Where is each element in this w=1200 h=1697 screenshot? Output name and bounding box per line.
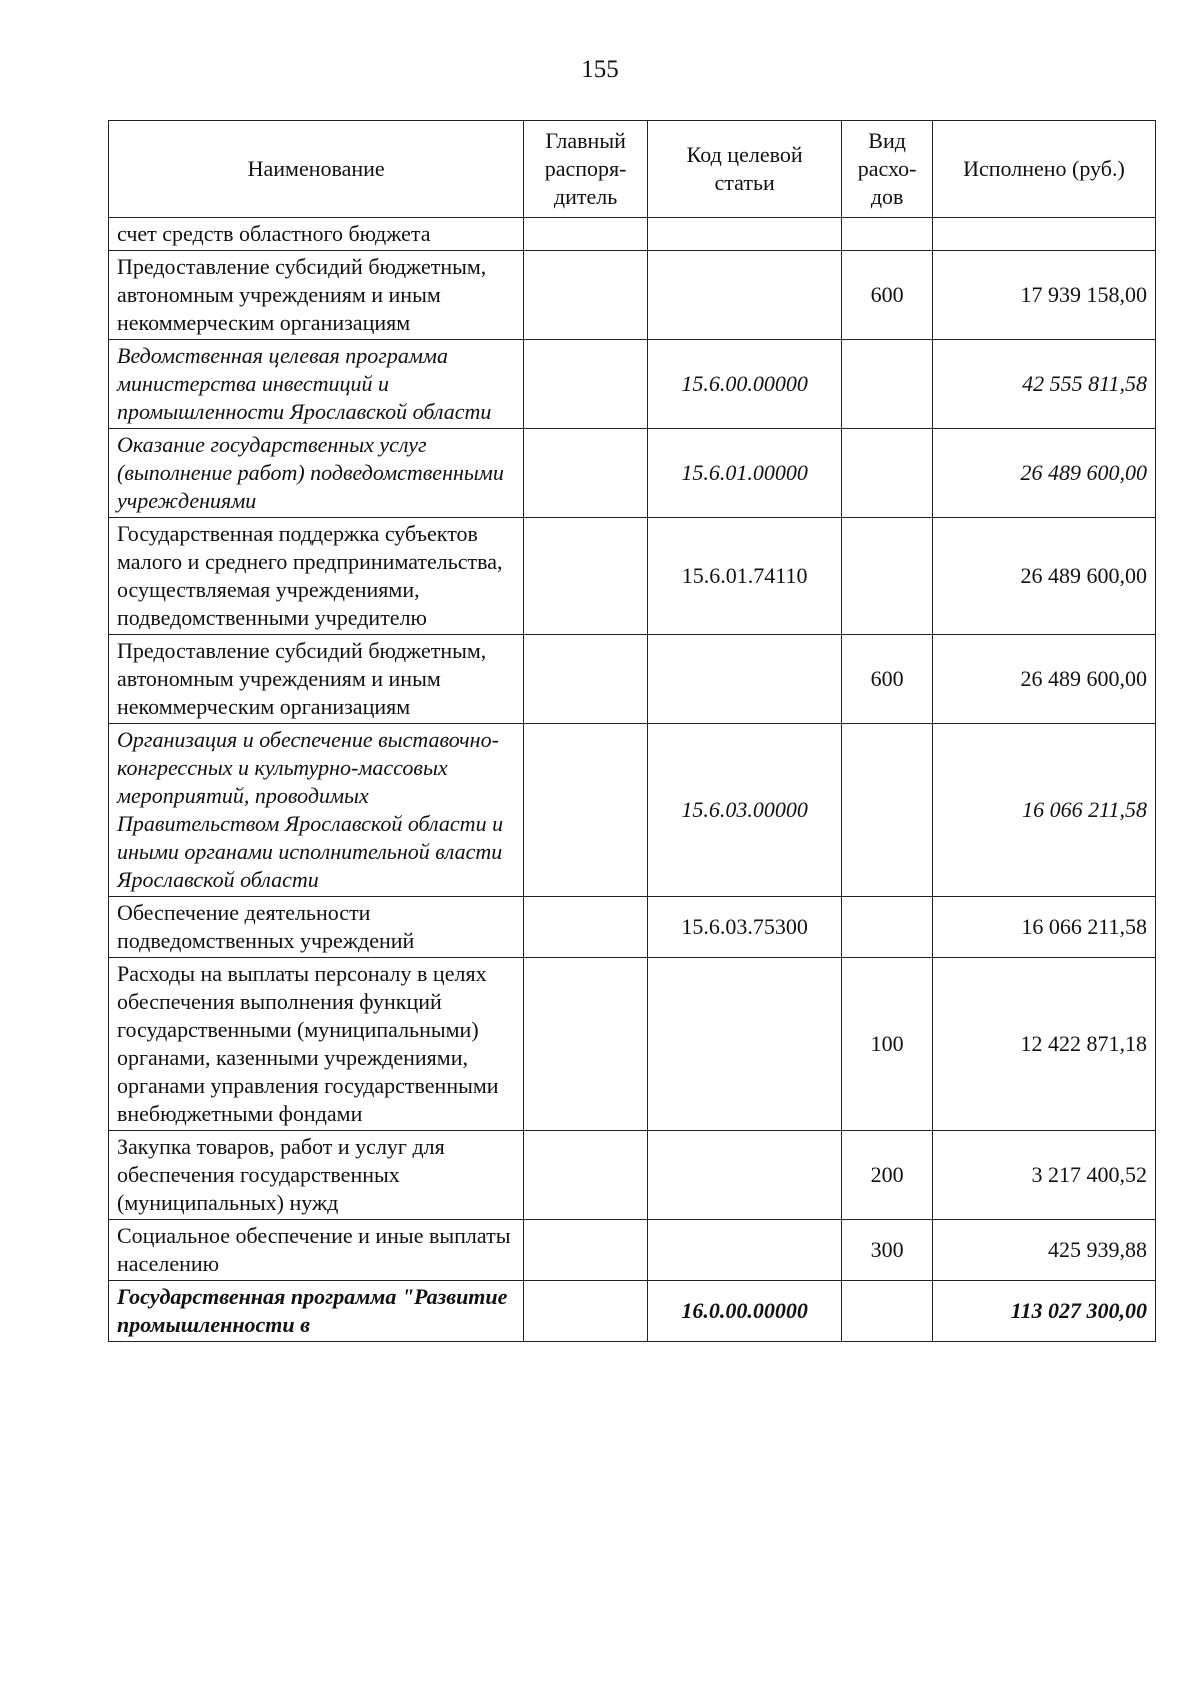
row-code-cell: 15.6.03.00000 — [647, 724, 841, 897]
row-amount-cell: 425 939,88 — [932, 1220, 1155, 1281]
row-name-cell: Государственная программа "Развитие промышленности в — [109, 1281, 524, 1342]
row-type-cell: 600 — [842, 635, 933, 724]
row-manager-cell — [524, 518, 648, 635]
row-code-cell: 16.0.00.00000 — [647, 1281, 841, 1342]
row-code-cell: 15.6.00.00000 — [647, 340, 841, 429]
row-amount-cell: 42 555 811,58 — [932, 340, 1155, 429]
table-header-row — [109, 121, 1156, 218]
row-type-cell — [842, 897, 933, 958]
table-row — [109, 897, 1156, 958]
row-amount-cell: 113 027 300,00 — [932, 1281, 1155, 1342]
row-manager-cell — [524, 1281, 648, 1342]
row-type-cell: 600 — [842, 251, 933, 340]
row-type-cell — [842, 218, 933, 251]
row-name-cell: Государственная поддержка субъектов малого и среднего предпринимательства, осуществляемая учреждениями, подведомственными учредителю — [109, 518, 524, 635]
row-type-cell — [842, 724, 933, 897]
table-body — [109, 218, 1156, 1342]
header-manager: Главный распоря-дитель — [524, 121, 648, 218]
row-name-cell: Предоставление субсидий бюджетным, автономным учреждениям и иным некоммерческим организациям — [109, 635, 524, 724]
header-type: Вид расхо-дов — [842, 121, 933, 218]
table-row — [109, 958, 1156, 1131]
row-type-cell — [842, 429, 933, 518]
row-code-cell — [647, 1220, 841, 1281]
row-name-cell: Социальное обеспечение и иные выплаты населению — [109, 1220, 524, 1281]
row-manager-cell — [524, 429, 648, 518]
header-amount: Исполнено (руб.) — [932, 121, 1155, 218]
page-number: 155 — [581, 56, 619, 83]
table-row — [109, 724, 1156, 897]
row-manager-cell — [524, 251, 648, 340]
row-amount-cell: 16 066 211,58 — [932, 897, 1155, 958]
row-manager-cell — [524, 958, 648, 1131]
row-code-cell: 15.6.01.74110 — [647, 518, 841, 635]
table-row — [109, 1131, 1156, 1220]
row-amount-cell: 26 489 600,00 — [932, 635, 1155, 724]
row-amount-cell: 26 489 600,00 — [932, 518, 1155, 635]
row-type-cell — [842, 518, 933, 635]
row-type-cell: 300 — [842, 1220, 933, 1281]
table-row — [109, 429, 1156, 518]
row-code-cell — [647, 1131, 841, 1220]
row-type-cell — [842, 340, 933, 429]
row-manager-cell — [524, 218, 648, 251]
row-manager-cell — [524, 635, 648, 724]
row-type-cell: 200 — [842, 1131, 933, 1220]
budget-execution-table — [108, 120, 1156, 1342]
row-amount-cell: 16 066 211,58 — [932, 724, 1155, 897]
table-row — [109, 518, 1156, 635]
table-row — [109, 340, 1156, 429]
row-manager-cell — [524, 1131, 648, 1220]
row-code-cell — [647, 958, 841, 1131]
table-row — [109, 635, 1156, 724]
row-name-cell: Организация и обеспечение выставочно-конгрессных и культурно-массовых мероприятий, проводимых Правительством Ярославской области и иными органами исполнительной власти Ярославской области — [109, 724, 524, 897]
row-manager-cell — [524, 724, 648, 897]
row-type-cell: 100 — [842, 958, 933, 1131]
header-name: Наименование — [109, 121, 524, 218]
row-manager-cell — [524, 897, 648, 958]
table-row — [109, 251, 1156, 340]
row-amount-cell: 17 939 158,00 — [932, 251, 1155, 340]
row-name-cell: Расходы на выплаты персоналу в целях обеспечения выполнения функций государственными (муниципальными) органами, казенными учреждениями, органами управления государственными внебюджетными фондами — [109, 958, 524, 1131]
row-code-cell — [647, 635, 841, 724]
row-name-cell: счет средств областного бюджета — [109, 218, 524, 251]
row-name-cell: Предоставление субсидий бюджетным, автономным учреждениям и иным некоммерческим организациям — [109, 251, 524, 340]
table-row — [109, 1281, 1156, 1342]
row-code-cell — [647, 251, 841, 340]
table-row — [109, 218, 1156, 251]
table-row — [109, 1220, 1156, 1281]
row-amount-cell — [932, 218, 1155, 251]
row-name-cell: Ведомственная целевая программа министерства инвестиций и промышленности Ярославской области — [109, 340, 524, 429]
row-amount-cell: 12 422 871,18 — [932, 958, 1155, 1131]
row-code-cell: 15.6.01.00000 — [647, 429, 841, 518]
row-amount-cell: 3 217 400,52 — [932, 1131, 1155, 1220]
row-manager-cell — [524, 340, 648, 429]
row-manager-cell — [524, 1220, 648, 1281]
row-amount-cell: 26 489 600,00 — [932, 429, 1155, 518]
row-code-cell: 15.6.03.75300 — [647, 897, 841, 958]
row-code-cell — [647, 218, 841, 251]
row-type-cell — [842, 1281, 933, 1342]
row-name-cell: Закупка товаров, работ и услуг для обеспечения государственных (муниципальных) нужд — [109, 1131, 524, 1220]
row-name-cell: Оказание государственных услуг (выполнение работ) подведомственными учреждениями — [109, 429, 524, 518]
header-code: Код целевой статьи — [647, 121, 841, 218]
row-name-cell: Обеспечение деятельности подведомственных учреждений — [109, 897, 524, 958]
